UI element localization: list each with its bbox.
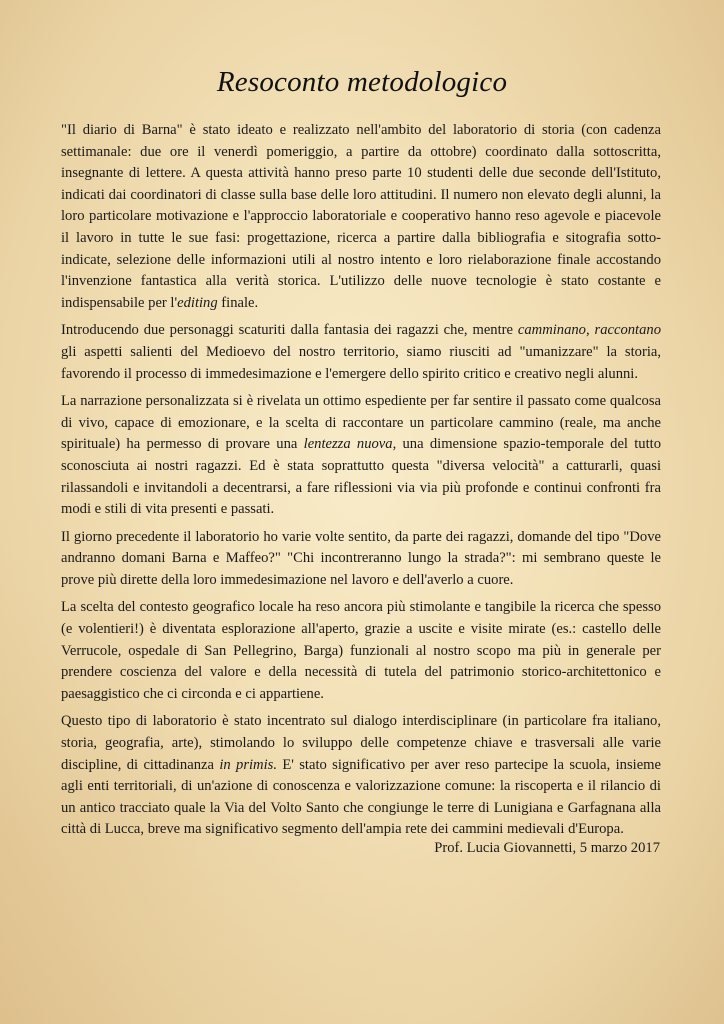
text-run: , una dimensione spazio-temporale del tutto sconosciuta ai nostri ragazzi. Ed è stata soprattutto questa "diversa velocità" a catturarli, quasi rilassandoli e invitandoli a decentrarsi, a fare riflessioni via via più profonde e continui confronti fra modi e stili di vita presenti e passati. — [61, 436, 661, 518]
paragraph — [61, 120, 661, 314]
page-title: Resoconto metodologico — [216, 66, 508, 98]
text-run: La narrazione personalizzata si è rivelata un ottimo espediente per far sentire il passato come qualcosa di vivo, capace di emozionare, e la scelta di raccontare un particolare cammino (reale, ma anche spirituale) ha permesso di provare una — [61, 393, 661, 453]
text-run: gli aspetti salienti del Medioevo del nostro territorio, siamo riusciti ad "umanizzare" la storia, favorendo il processo di immedesimazione e l'emergere dello spirito critico e creativo negli alunni. — [61, 343, 661, 382]
italic-text: raccontano — [594, 322, 661, 339]
paragraph — [61, 597, 661, 705]
report-body — [61, 120, 661, 847]
text-run: Questo tipo di laboratorio è stato incentrato sul dialogo interdisciplinare (in particolare fra italiano, storia, geografia, arte), stimolando lo sviluppo delle competenze chiave e trasversali alle varie discipline, di cittadinanza — [61, 713, 661, 773]
paragraph — [61, 320, 661, 385]
text-run: E' stato significativo per aver reso partecipe la scuola, insieme agli enti territoriali, di un'azione di conoscenza e valorizzazione comune: la riscoperta e il rilancio di un antico tracciato quale la Via del Volto Santo che congiunge le terre di Lunigiana e Garfagnana alla città di Lucca, breve ma significativo segmento dell'ampia rete dei cammini medievali d'Europa. — [61, 756, 662, 838]
text-run: Il giorno precedente il laboratorio ho varie volte sentito, da parte dei ragazzi, domande del tipo "Dove andranno domani Barna e Maffeo?" "Chi incontreranno lungo la strada?": mi sembrano queste le prove più dirette della loro immedesimazione nel lavoro e dell'averlo a cuore. — [61, 528, 661, 588]
signature: Prof. Lucia Giovannetti, 5 marzo 2017 — [434, 840, 660, 856]
italic-text: camminano, — [517, 322, 590, 339]
text-run: "Il diario di Barna" è stato ideato e realizzato nell'ambito del laboratorio di storia (con cadenza settimanale: due ore il venerdì pomeriggio, a partire da ottobre) coordinato dalla sottoscritta, insegnante di lettere. A questa attività hanno preso parte 10 studenti delle due seconde dell'Istituto, indicati dai coordinatori di classe sulla base delle loro attitudini. Il numero non elevato degli alunni, la loro particolare motivazione e l'approccio laboratoriale e cooperativo hanno reso agevole e piacevole il lavoro in tutte le sue fasi: progettazione, ricerca a partire dalla bibliografia e sitografia sotto-indicate, selezione delle informazioni utili al nostro intento e loro rielaborazione finale accostando l'invenzione fantastica alla verità storica. L'utilizzo delle nuove tecnologie è stato costante e indispensabile per l' — [61, 122, 661, 311]
paragraph — [61, 711, 661, 841]
italic-text: in primis. — [219, 756, 277, 773]
text-run: La scelta del contesto geografico locale ha reso ancora più stimolante e tangibile la ricerca che spesso (e volentieri!) è diventata esplorazione all'aperto, grazie a uscite e visite mirate (es.: castello delle Verrucole, ospedale di San Pellegrino, Barga) funzionali al nostro scopo ma più in generale per prendere coscienza del valore e della necessità di tutela del patrimonio storico-architettonico e paesaggistico che ci circonda e ci appartiene. — [61, 599, 661, 702]
text-run: Introducendo due personaggi scaturiti dalla fantasia dei ragazzi che, mentre — [61, 322, 518, 339]
text-run: finale. — [217, 294, 259, 311]
italic-text: lentezza nuova — [303, 436, 393, 453]
paragraph — [61, 527, 661, 592]
italic-text: editing — [177, 294, 218, 311]
paragraph — [61, 391, 661, 521]
